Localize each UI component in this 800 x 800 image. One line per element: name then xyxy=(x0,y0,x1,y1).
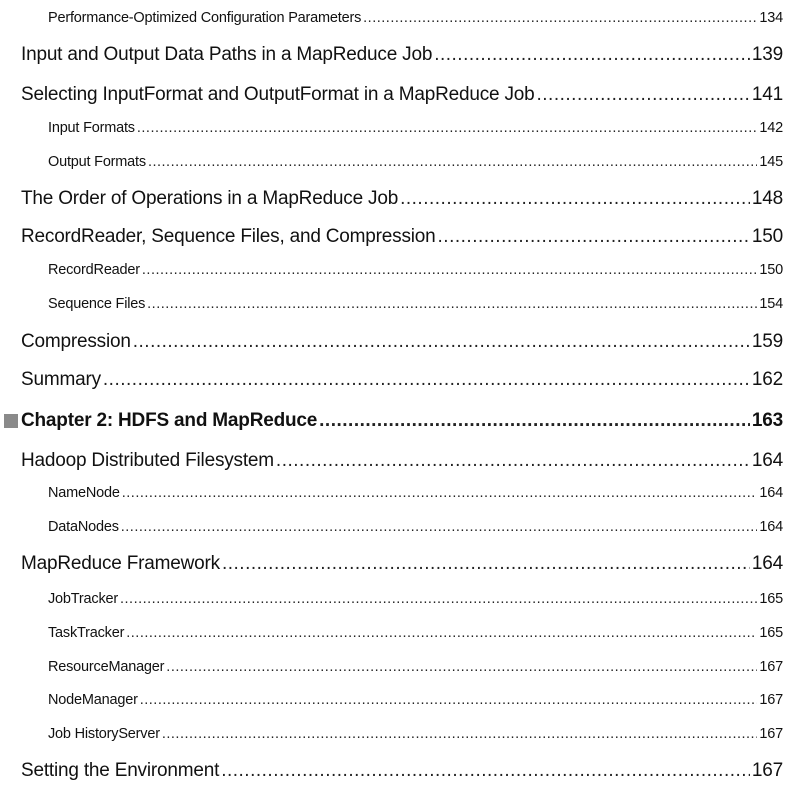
dot-leader xyxy=(537,84,750,106)
toc-entry[interactable] xyxy=(48,659,783,675)
toc-entry-title: Input and Output Data Paths in a MapReduce Job xyxy=(21,44,433,65)
toc-entry[interactable] xyxy=(21,760,783,782)
toc-entry-page: 141 xyxy=(751,84,783,105)
chapter-marker-icon xyxy=(4,414,18,428)
dot-leader xyxy=(137,120,758,136)
dot-leader xyxy=(162,726,758,742)
toc-entry-page: 142 xyxy=(759,120,783,136)
dot-leader xyxy=(142,262,758,278)
toc-entry-title: Job HistoryServer xyxy=(48,726,160,742)
toc-entry-title: JobTracker xyxy=(48,591,118,607)
dot-leader xyxy=(126,625,757,641)
dot-leader xyxy=(103,369,750,391)
toc-entry-page: 164 xyxy=(751,450,783,471)
toc-entry[interactable] xyxy=(21,369,783,391)
toc-entry[interactable] xyxy=(21,226,783,248)
toc-entry-title: Performance-Optimized Configuration Parameters xyxy=(48,10,362,26)
dot-leader xyxy=(120,591,757,607)
toc-entry-page: 164 xyxy=(751,553,783,574)
toc-entry[interactable] xyxy=(48,519,783,535)
toc-entry[interactable] xyxy=(21,44,783,66)
toc-entry-page: 167 xyxy=(759,692,783,708)
toc-entry-title: ResourceManager xyxy=(48,659,165,675)
toc-entry-page: 165 xyxy=(759,591,783,607)
dot-leader xyxy=(221,760,750,782)
toc-entry-title: The Order of Operations in a MapReduce Job xyxy=(21,188,399,209)
toc-entry[interactable] xyxy=(48,726,783,742)
toc-entry-page: 154 xyxy=(759,296,783,312)
toc-entry[interactable] xyxy=(48,625,783,641)
toc-entry[interactable] xyxy=(48,296,783,312)
toc-entry-title: NameNode xyxy=(48,485,120,501)
toc-entry-page: 139 xyxy=(751,44,783,65)
dot-leader xyxy=(276,450,750,472)
toc-entry-page: 150 xyxy=(751,226,783,247)
dot-leader xyxy=(438,226,750,248)
toc-entry[interactable] xyxy=(48,591,783,607)
toc-entry-title: RecordReader xyxy=(48,262,140,278)
toc-entry-page: 165 xyxy=(759,625,783,641)
dot-leader xyxy=(319,410,750,432)
toc-entry-title: Selecting InputFormat and OutputFormat in a MapReduce Job xyxy=(21,84,535,105)
toc-entry[interactable] xyxy=(48,692,783,708)
toc-entry-page: 167 xyxy=(759,659,783,675)
toc-entry-title: DataNodes xyxy=(48,519,119,535)
dot-leader xyxy=(148,154,757,170)
toc-entry-title: Output Formats xyxy=(48,154,146,170)
dot-leader xyxy=(166,659,757,675)
dot-leader xyxy=(147,296,757,312)
dot-leader xyxy=(140,692,758,708)
toc-entry-page: 148 xyxy=(751,188,783,209)
toc-entry[interactable] xyxy=(48,485,783,501)
toc-entry-page: 145 xyxy=(759,154,783,170)
toc-entry-title: TaskTracker xyxy=(48,625,125,641)
toc-entry-page: 134 xyxy=(759,10,783,26)
toc-chapter-title: Chapter 2: HDFS and MapReduce xyxy=(21,410,318,431)
toc-entry[interactable] xyxy=(21,553,783,575)
toc-entry-title: NodeManager xyxy=(48,692,138,708)
toc-entry-page: 167 xyxy=(759,726,783,742)
dot-leader xyxy=(121,519,758,535)
toc-entry[interactable] xyxy=(21,331,783,353)
toc-entry-page: 159 xyxy=(751,331,783,352)
toc-entry-page: 164 xyxy=(759,485,783,501)
toc-entry-page: 164 xyxy=(759,519,783,535)
toc-entry-title: Hadoop Distributed Filesystem xyxy=(21,450,274,471)
toc-chapter-entry[interactable] xyxy=(21,410,783,432)
toc-entry[interactable] xyxy=(48,10,783,26)
toc-entry-title: Sequence Files xyxy=(48,296,146,312)
toc-entry[interactable] xyxy=(21,450,783,472)
toc-entry[interactable] xyxy=(21,84,783,106)
toc-entry-title: RecordReader, Sequence Files, and Compression xyxy=(21,226,436,247)
toc-chapter-page: 163 xyxy=(751,410,783,431)
toc-entry-title: Summary xyxy=(21,369,101,390)
toc-entry[interactable] xyxy=(48,120,783,136)
dot-leader xyxy=(133,331,750,353)
toc-entry[interactable] xyxy=(48,154,783,170)
toc-entry-page: 150 xyxy=(759,262,783,278)
toc-entry[interactable] xyxy=(21,188,783,210)
dot-leader xyxy=(122,485,758,501)
dot-leader xyxy=(400,188,750,210)
toc-entry-page: 162 xyxy=(751,369,783,390)
dot-leader xyxy=(363,10,757,26)
toc-entry-title: MapReduce Framework xyxy=(21,553,220,574)
dot-leader xyxy=(434,44,750,66)
toc-entry-page: 167 xyxy=(751,760,783,781)
toc-entry-title: Compression xyxy=(21,331,131,352)
toc-entry[interactable] xyxy=(48,262,783,278)
dot-leader xyxy=(222,553,750,575)
toc-entry-title: Setting the Environment xyxy=(21,760,220,781)
toc-entry-title: Input Formats xyxy=(48,120,135,136)
